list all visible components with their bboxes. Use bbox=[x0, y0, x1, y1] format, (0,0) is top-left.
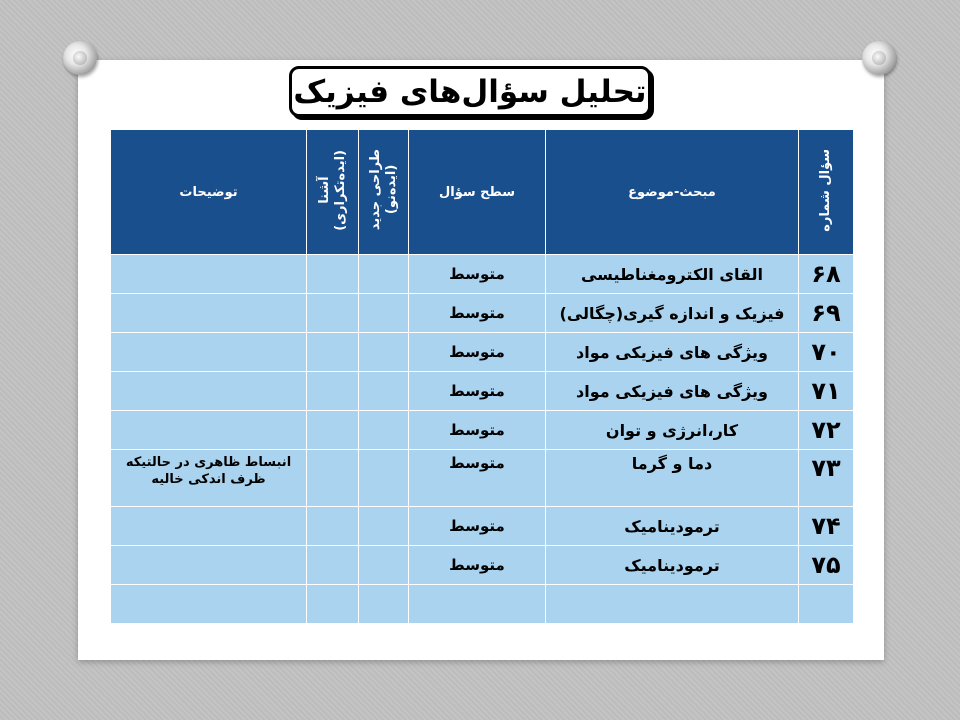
notes-cell bbox=[111, 255, 307, 294]
familiar-cell bbox=[307, 255, 359, 294]
table-row bbox=[111, 450, 854, 507]
new-design-cell bbox=[359, 372, 409, 411]
header-question-number: سؤال شماره bbox=[799, 130, 854, 255]
table-row bbox=[111, 333, 854, 372]
slide-title: تحلیل سؤال‌های فیزیک bbox=[293, 73, 647, 110]
familiar-cell bbox=[307, 294, 359, 333]
header-familiar: آشنا (ایده‌تکراری) bbox=[307, 130, 359, 255]
table-row bbox=[111, 507, 854, 546]
header-level: سطح سؤال bbox=[409, 130, 546, 255]
new-design-cell bbox=[359, 294, 409, 333]
level-cell: متوسط bbox=[409, 294, 546, 333]
header-new-design: طراحی جدید (ایده‌نو) bbox=[359, 130, 409, 255]
topic-cell: ترمودینامیک bbox=[546, 507, 799, 546]
level-cell: متوسط bbox=[409, 255, 546, 294]
question-number bbox=[799, 585, 854, 624]
table-row bbox=[111, 546, 854, 585]
question-number: ۷۱ bbox=[799, 372, 854, 411]
familiar-cell bbox=[307, 450, 359, 507]
header-notes: توضیحات bbox=[111, 130, 307, 255]
new-design-cell bbox=[359, 255, 409, 294]
question-number: ۷۲ bbox=[799, 411, 854, 450]
new-design-cell bbox=[359, 450, 409, 507]
topic-cell: القای الکترومغناطیسی bbox=[546, 255, 799, 294]
question-number: ۷۴ bbox=[799, 507, 854, 546]
question-number: ۷۳ bbox=[799, 450, 854, 507]
topic-cell: ویژگی های فیزیکی مواد bbox=[546, 372, 799, 411]
question-number: ۷۵ bbox=[799, 546, 854, 585]
level-cell: متوسط bbox=[409, 546, 546, 585]
familiar-cell bbox=[307, 372, 359, 411]
notes-cell: انبساط ظاهری در حالتیکه ظرف اندکی خالیه bbox=[111, 450, 307, 507]
familiar-cell bbox=[307, 507, 359, 546]
new-design-cell bbox=[359, 507, 409, 546]
notes-cell bbox=[111, 546, 307, 585]
topic-cell: دما و گرما bbox=[546, 450, 799, 507]
notes-cell bbox=[111, 585, 307, 624]
topic-cell: کار،انرژی و توان bbox=[546, 411, 799, 450]
new-design-cell bbox=[359, 546, 409, 585]
new-design-cell bbox=[359, 585, 409, 624]
level-cell bbox=[409, 585, 546, 624]
physics-analysis-table bbox=[110, 129, 854, 624]
pin-top-right-icon bbox=[862, 41, 896, 75]
notes-cell bbox=[111, 411, 307, 450]
header-topic: مبحث-موضوع bbox=[546, 130, 799, 255]
level-cell: متوسط bbox=[409, 411, 546, 450]
table-row bbox=[111, 255, 854, 294]
table-header-row bbox=[111, 130, 854, 255]
table-row bbox=[111, 411, 854, 450]
table-row bbox=[111, 585, 854, 624]
topic-cell: فیزیک و اندازه گیری(چگالی) bbox=[546, 294, 799, 333]
notes-cell bbox=[111, 372, 307, 411]
topic-cell: ویژگی های فیزیکی مواد bbox=[546, 333, 799, 372]
notes-cell bbox=[111, 294, 307, 333]
slide-title-box bbox=[289, 66, 651, 117]
familiar-cell bbox=[307, 546, 359, 585]
notes-cell bbox=[111, 333, 307, 372]
level-cell: متوسط bbox=[409, 507, 546, 546]
question-number: ۶۸ bbox=[799, 255, 854, 294]
pin-top-left-icon bbox=[63, 41, 97, 75]
new-design-cell bbox=[359, 411, 409, 450]
topic-cell: ترمودینامیک bbox=[546, 546, 799, 585]
table-row bbox=[111, 294, 854, 333]
level-cell: متوسط bbox=[409, 333, 546, 372]
question-number: ۷۰ bbox=[799, 333, 854, 372]
notes-cell bbox=[111, 507, 307, 546]
familiar-cell bbox=[307, 411, 359, 450]
familiar-cell bbox=[307, 585, 359, 624]
level-cell: متوسط bbox=[409, 450, 546, 507]
familiar-cell bbox=[307, 333, 359, 372]
topic-cell bbox=[546, 585, 799, 624]
question-number: ۶۹ bbox=[799, 294, 854, 333]
table-row bbox=[111, 372, 854, 411]
level-cell: متوسط bbox=[409, 372, 546, 411]
new-design-cell bbox=[359, 333, 409, 372]
